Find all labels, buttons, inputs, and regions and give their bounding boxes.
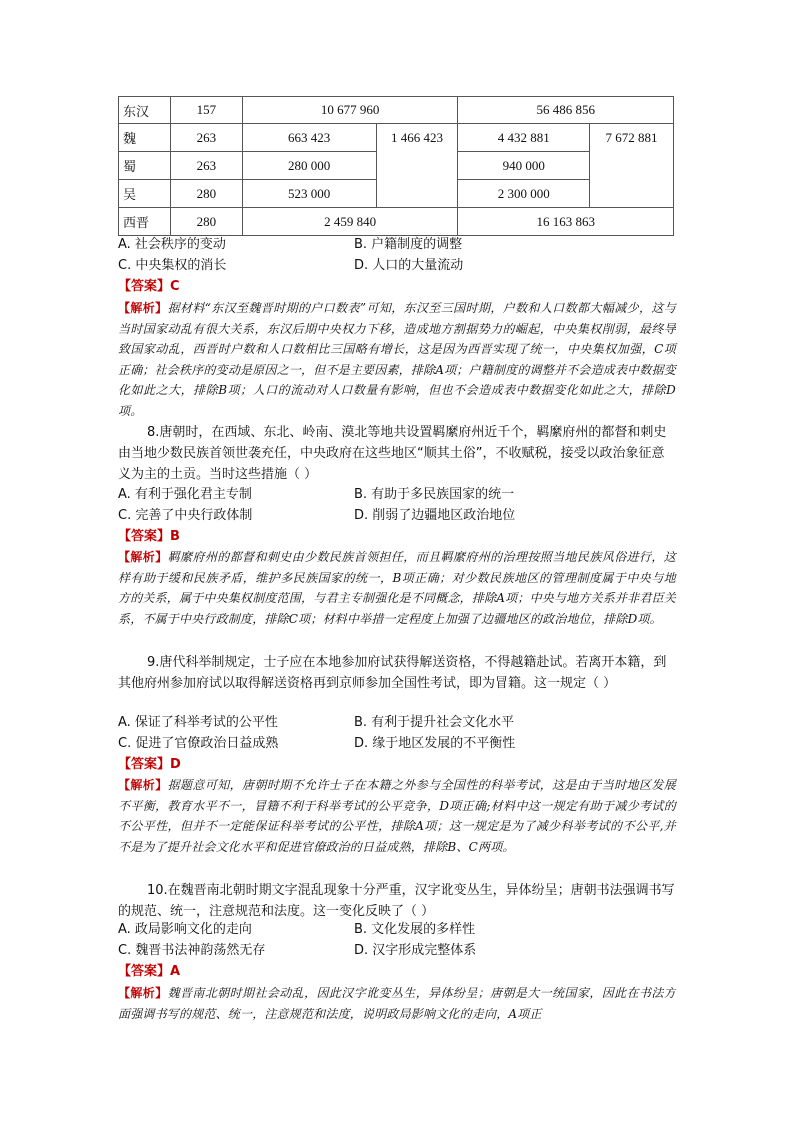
table-row (119, 208, 674, 236)
option-c: C. 完善了中央行政体制 (118, 508, 253, 523)
year-cell: 157 (170, 97, 242, 124)
period-cell: 魏 (119, 124, 171, 152)
option-c: C. 中央集权的消长 (118, 258, 227, 273)
option-b: B. 有利于提升社会文化水平 (354, 715, 515, 730)
population-cell: 16 163 863 (458, 208, 674, 236)
analysis-paragraph (118, 775, 676, 857)
population-cell: 2 300 000 (458, 180, 590, 208)
population-cell: 940 000 (458, 152, 590, 180)
population-cell: 4 432 881 (458, 124, 590, 152)
option-a: A. 有利于强化君主专制 (118, 487, 252, 502)
period-cell: 西晋 (119, 208, 171, 236)
question-stem: 10.在魏晋南北朝时期文字混乱现象十分严重，汉字讹变丛生，异体纷呈；唐朝书法强调书写的规范、统一，注意规范和法度。这一变化反映了（ ） (118, 883, 675, 919)
analysis-paragraph (118, 298, 676, 422)
period-cell: 吴 (119, 180, 171, 208)
period-cell: 蜀 (119, 152, 171, 180)
population-total-cell: 7 672 881 (590, 124, 674, 208)
answer-tag: 【答案】 (118, 964, 171, 979)
households-cell: 2 459 840 (242, 208, 458, 236)
analysis-tag: 【解析】 (118, 301, 168, 315)
answer-line (118, 528, 180, 546)
analysis-paragraph (118, 547, 676, 629)
data-table (118, 96, 674, 236)
answer-tag: 【答案】 (118, 529, 171, 544)
answer-tag: 【答案】 (118, 279, 171, 294)
analysis-text: 魏晋南北朝时期社会动乱，因此汉字讹变丛生，异体纷呈；唐朝是大一统国家，因此在书法方面强调书写的规范、统一，注意规范和法度，说明政局影响文化的走向，A项正 (118, 986, 676, 1021)
year-cell: 263 (170, 152, 242, 180)
answer-value: D (170, 757, 181, 772)
option-b: B. 户籍制度的调整 (354, 237, 463, 252)
table-row (119, 97, 674, 124)
question-stem: 8.唐朝时，在西域、东北、岭南、漠北等地共设置羁縻府州近千个，羁縻府州的都督和刺史由当地少数民族首领世袭充任，中央政府在这些地区“顺其土俗”，不收赋税，接受以政治象征意义为主的土贡。当时这些措施（ ） (118, 425, 667, 482)
answer-line (118, 963, 180, 981)
analysis-text: 据题意可知，唐朝时期不允许士子在本籍之外参与全国性的科举考试，这是由于当时地区发展不平衡，教育水平不一，冒籍不利于科举考试的公平竞争，D项正确;材料中这一规定有助于减少考试的不公平性，但并不一定能保证科举考试的公平性，排除A项；这一规定是为了减少科举考试的不公平,并不是为了提升社会文化水平和促进官僚政治的日益成熟，排除B、C两项。 (118, 778, 676, 854)
answer-value: C (170, 279, 180, 294)
table-row (119, 124, 674, 152)
option-a: A. 政局影响文化的走向 (118, 922, 252, 937)
answer-value: A (170, 964, 181, 979)
analysis-text: 据材料“东汉至魏晋时期的户口数表”可知，东汉至三国时期，户数和人口数都大幅减少，这与当时国家动乱有很大关系，东汉后期中央权力下移，造成地方割据势力的崛起，中央集权削弱，最终导致国家动乱，西晋时户数和人口数相比三国略有增长，这是因为西晋实现了统一，中央集权加强，C项正确；社会秩序的变动是原因之一，但不是主要因素，排除A项；户籍制度的调整并不会造成表中数据变化如此之大，排除B项；人口的流动对人口数量有影响，但也不会造成表中数据变化如此之大，排除D项。 (118, 301, 676, 418)
households-cell: 523 000 (242, 180, 376, 208)
option-c: C. 促进了官僚政治日益成熟 (118, 736, 279, 751)
year-cell: 280 (170, 180, 242, 208)
option-b: B. 有助于多民族国家的统一 (354, 487, 515, 502)
year-cell: 280 (170, 208, 242, 236)
option-d: D. 汉字形成完整体系 (354, 943, 477, 958)
population-cell: 56 486 856 (458, 97, 674, 124)
period-cell: 东汉 (119, 97, 171, 124)
analysis-paragraph (118, 983, 676, 1025)
answer-value: B (170, 529, 180, 544)
analysis-tag: 【解析】 (118, 550, 168, 564)
option-b: B. 文化发展的多样性 (354, 922, 476, 937)
households-cell: 280 000 (242, 152, 376, 180)
answer-line (118, 278, 180, 296)
option-d: D. 缘于地区发展的不平衡性 (354, 736, 516, 751)
households-cell: 663 423 (242, 124, 376, 152)
option-c: C. 魏晋书法神韵荡然无存 (118, 943, 266, 958)
option-a: A. 社会秩序的变动 (118, 237, 226, 252)
households-total-cell: 1 466 423 (376, 124, 458, 208)
option-d: D. 削弱了边疆地区政治地位 (354, 508, 516, 523)
option-a: A. 保证了科举考试的公平性 (118, 715, 278, 730)
analysis-tag: 【解析】 (118, 778, 168, 792)
answer-tag: 【答案】 (118, 757, 171, 772)
question-stem: 9.唐代科举制规定，士子应在本地参加府试获得解送资格，不得越籍赴试。若离开本籍，到其他府州参加府试以取得解送资格再到京师参加全国性考试，即为冒籍。这一规定（ ） (118, 655, 667, 691)
option-d: D. 人口的大量流动 (354, 258, 464, 273)
households-cell: 10 677 960 (242, 97, 458, 124)
answer-line (118, 756, 181, 774)
year-cell: 263 (170, 124, 242, 152)
analysis-tag: 【解析】 (118, 986, 168, 1000)
analysis-text: 羁縻府州的都督和刺史由少数民族首领担任，而且羁縻府州的治理按照当地民族风俗进行，这样有助于缓和民族矛盾，维护多民族国家的统一，B项正确；对少数民族地区的管理制度属于中央与地方的关系，属于中央集权制度范围，与君主专制强化是不同概念，排除A项；中央与地方关系并非君臣关系，不属于中央行政制度，排除C项；材料中举措一定程度上加强了边疆地区的政治地位，排除D项。 (118, 550, 676, 626)
